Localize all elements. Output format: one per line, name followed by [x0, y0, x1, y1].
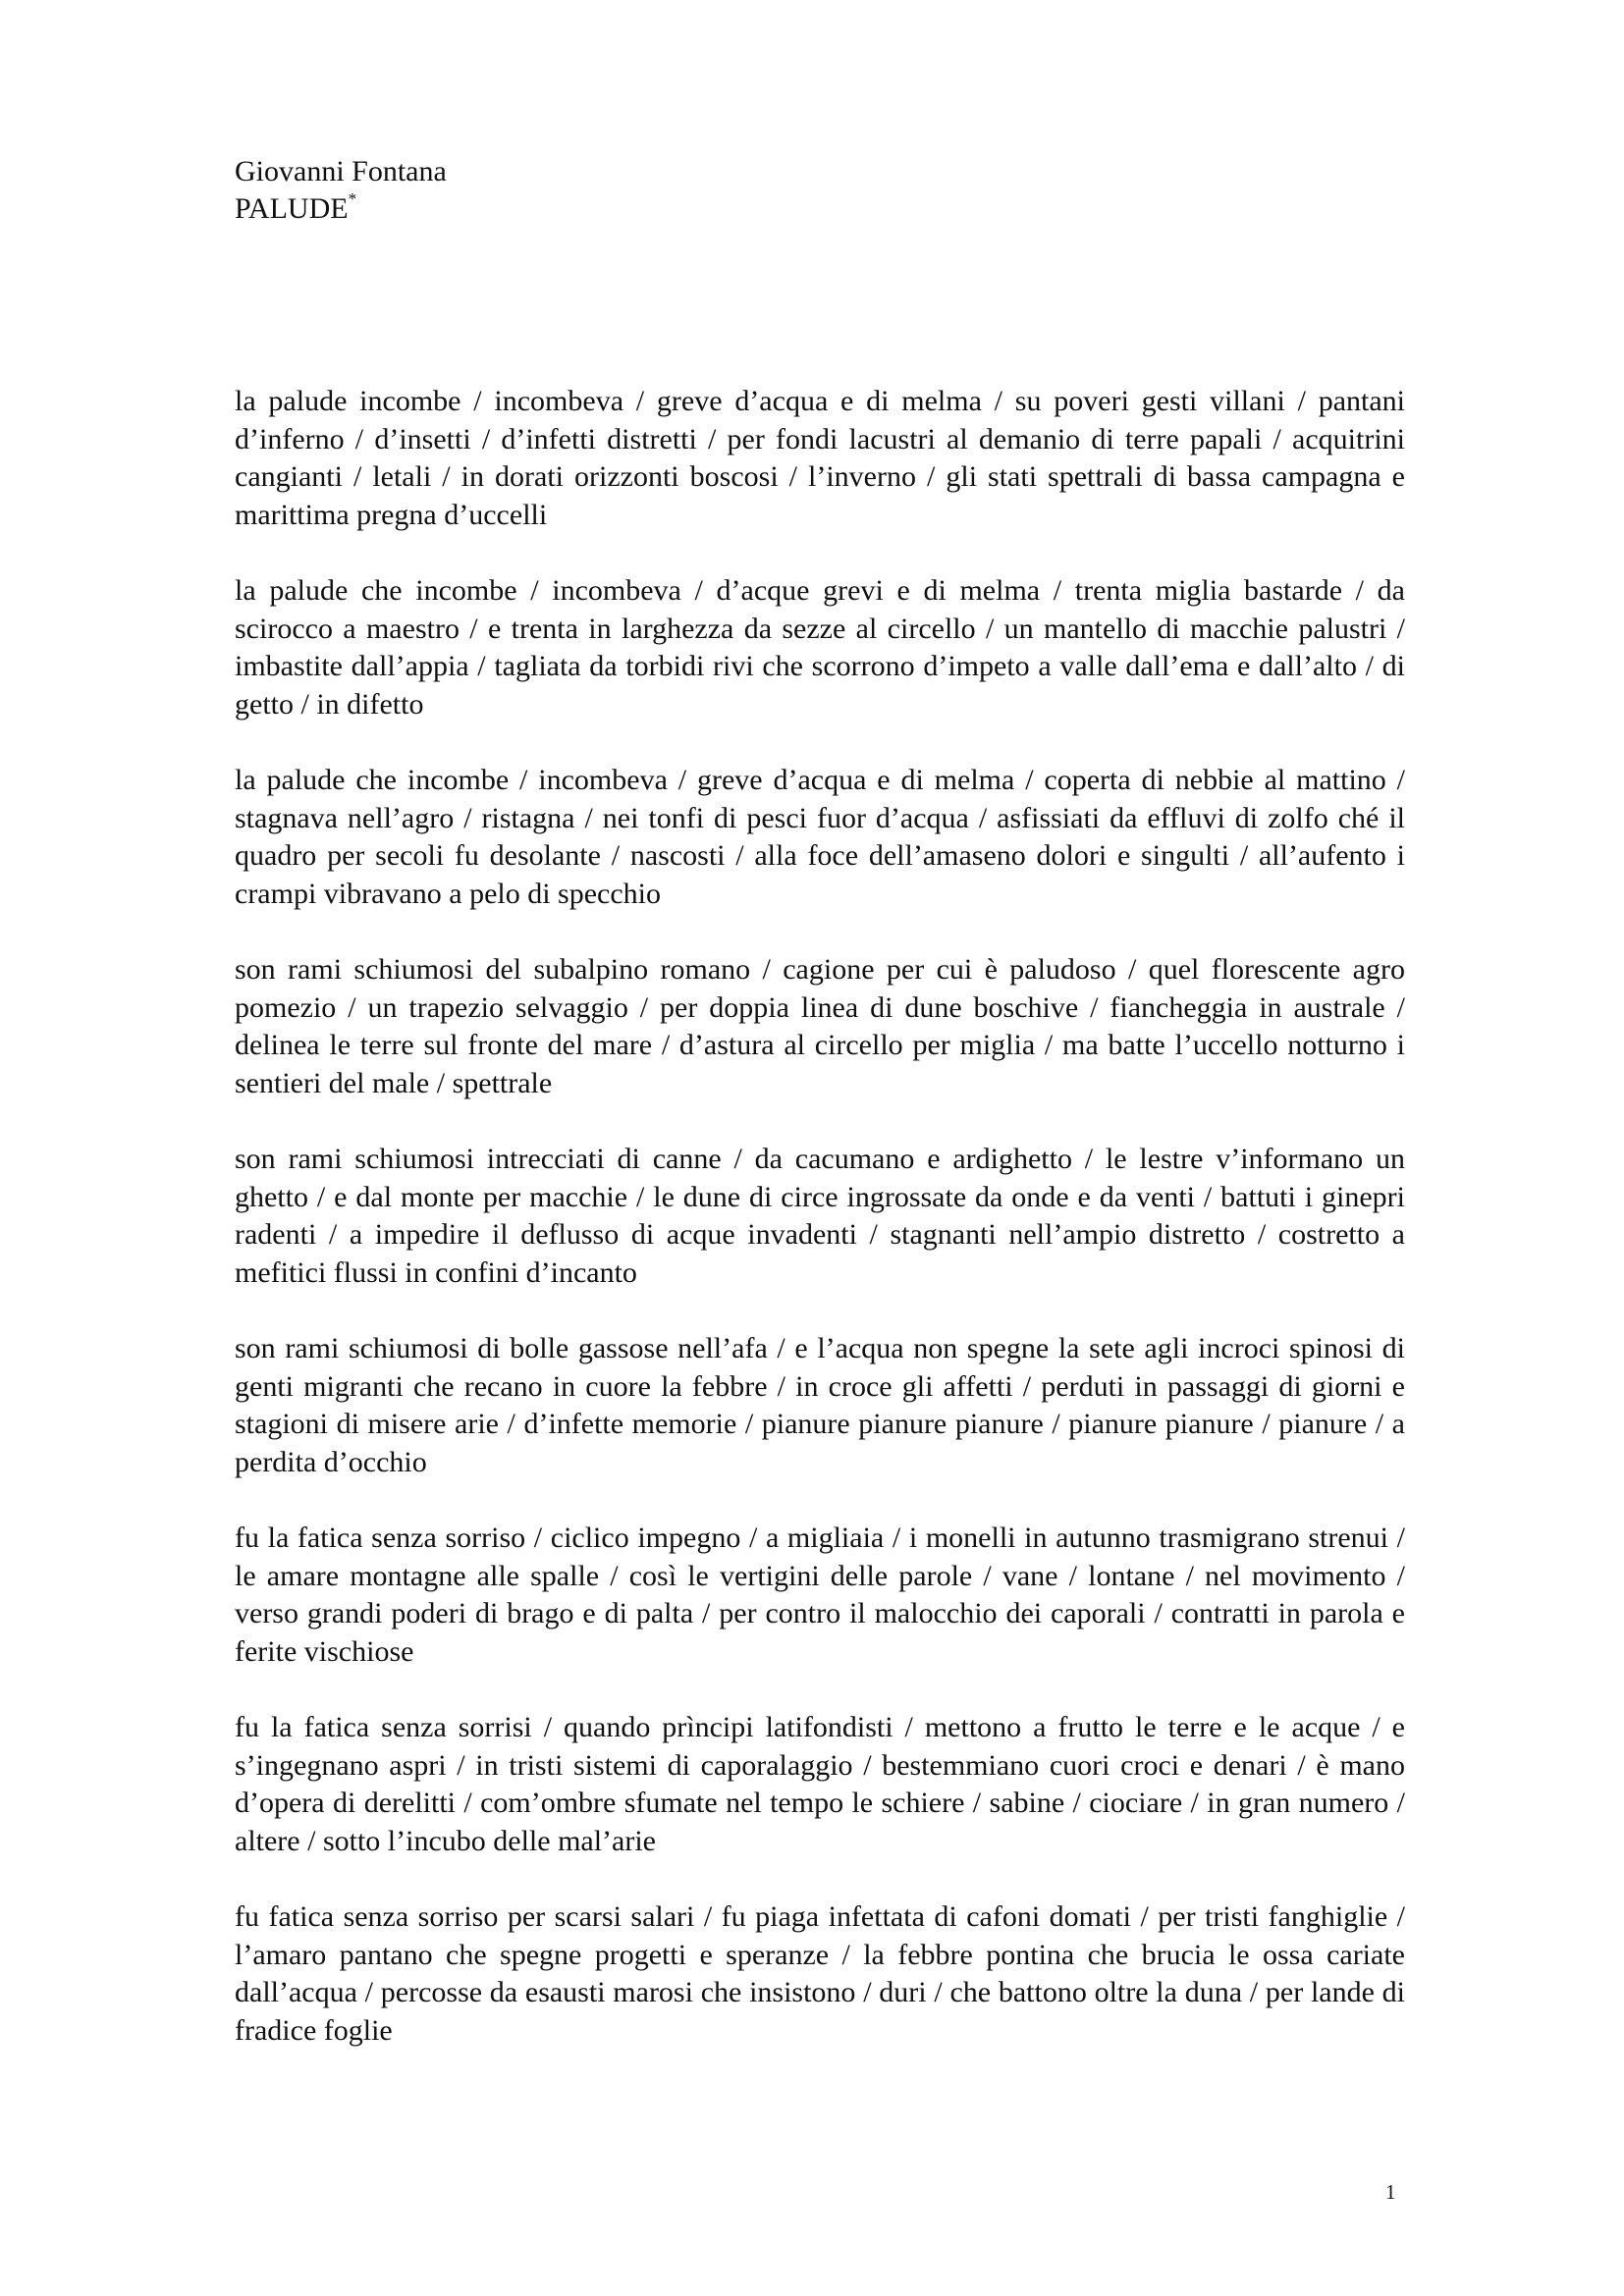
stanza-4: son rami schiumosi del subalpino romano / cagione per cui è paludoso / quel florescente agro pomezio / un trapezio selvaggio / per doppia linea di dune boschive / fiancheggia in australe / delinea le terre sul fronte del mare / d’astura al circello per miglia / ma batte l’uccello notturno i sentieri del male / spettrale — [235, 953, 1405, 1099]
poem-title-text: PALUDE — [235, 192, 349, 225]
stanza-8: fu la fatica senza sorrisi / quando prìncipi latifondisti / mettono a frutto le terre e le acque / e s’ingegnano aspri / in tristi sistemi di caporalaggio / bestemmiano cuori croci e denari / è mano d’opera di derelitti / com’ombre sfumate nel tempo le schiere / sabine / ciociare / in gran numero / altere / sotto l’incubo delle mal’arie — [235, 1711, 1405, 1857]
stanza-1: la palude incombe / incombeva / greve d’acqua e di melma / su poveri gesti villani / pantani d’inferno / d’insetti / d’infetti distretti / per fondi lacustri al demanio di terre papali / acquitrini cangianti / letali / in dorati orizzonti boscosi / l’inverno / gli stati spettrali di bassa campagna e marittima pregna d’uccelli — [235, 385, 1405, 531]
author-name: Giovanni Fontana — [235, 155, 447, 187]
document-header — [235, 153, 447, 228]
poem-body — [235, 383, 1405, 2088]
stanza-6: son rami schiumosi di bolle gassose nell’afa / e l’acqua non spegne la sete agli incroci spinosi di genti migranti che recano in cuore la febbre / in croce gli affetti / perduti in passaggi di giorni e stagioni di misere arie / d’infette memorie / pianure pianure pianure / pianure pianure / pianure / a perdita d’occhio — [235, 1332, 1405, 1478]
stanza-2: la palude che incombe / incombeva / d’acque grevi e di melma / trenta miglia bastarde / da scirocco a maestro / e trenta in larghezza da sezze al circello / un mantello di macchie palustri / imbastite dall’appia / tagliata da torbidi rivi che scorrono d’impeto a valle dall’ema e dall’alto / di getto / in difetto — [235, 574, 1405, 721]
footnote-marker: * — [348, 189, 357, 208]
stanza-3: la palude che incombe / incombeva / greve d’acqua e di melma / coperta di nebbie al mattino / stagnava nell’agro / ristagna / nei tonfi di pesci fuor d’acqua / asfissiati da effluvi di zolfo ché il quadro per secoli fu desolante / nascosti / alla foce dell’amaseno dolori e singulti / all’aufento i crampi vibravano a pelo di specchio — [235, 764, 1405, 910]
poem-title — [235, 190, 447, 228]
stanza-5: son rami schiumosi intrecciati di canne / da cacumano e ardighetto / le lestre v’informano un ghetto / e dal monte per macchie / le dune di circe ingrossate da onde e da venti / battuti i ginepri radenti / a impedire il deflusso di acque invadenti / stagnanti nell’ampio distretto / costretto a mefitici flussi in confini d’incanto — [235, 1143, 1405, 1289]
page-number: 1 — [1385, 2180, 1396, 2204]
stanza-7: fu la fatica senza sorriso / ciclico impegno / a migliaia / i monelli in autunno trasmigrano strenui / le amare montagne alle spalle / così le vertigini delle parole / vane / lontane / nel movimento / verso grandi poderi di brago e di palta / per contro il malocchio dei caporali / contratti in parola e ferite vischiose — [235, 1522, 1405, 1668]
stanza-9: fu fatica senza sorriso per scarsi salari / fu piaga infettata di cafoni domati / per tristi fanghiglie / l’amaro pantano che spegne progetti e speranze / la febbre pontina che brucia le ossa cariate dall’acqua / percosse da esausti marosi che insistono / duri / che battono oltre la duna / per lande di fradice foglie — [235, 1900, 1405, 2047]
